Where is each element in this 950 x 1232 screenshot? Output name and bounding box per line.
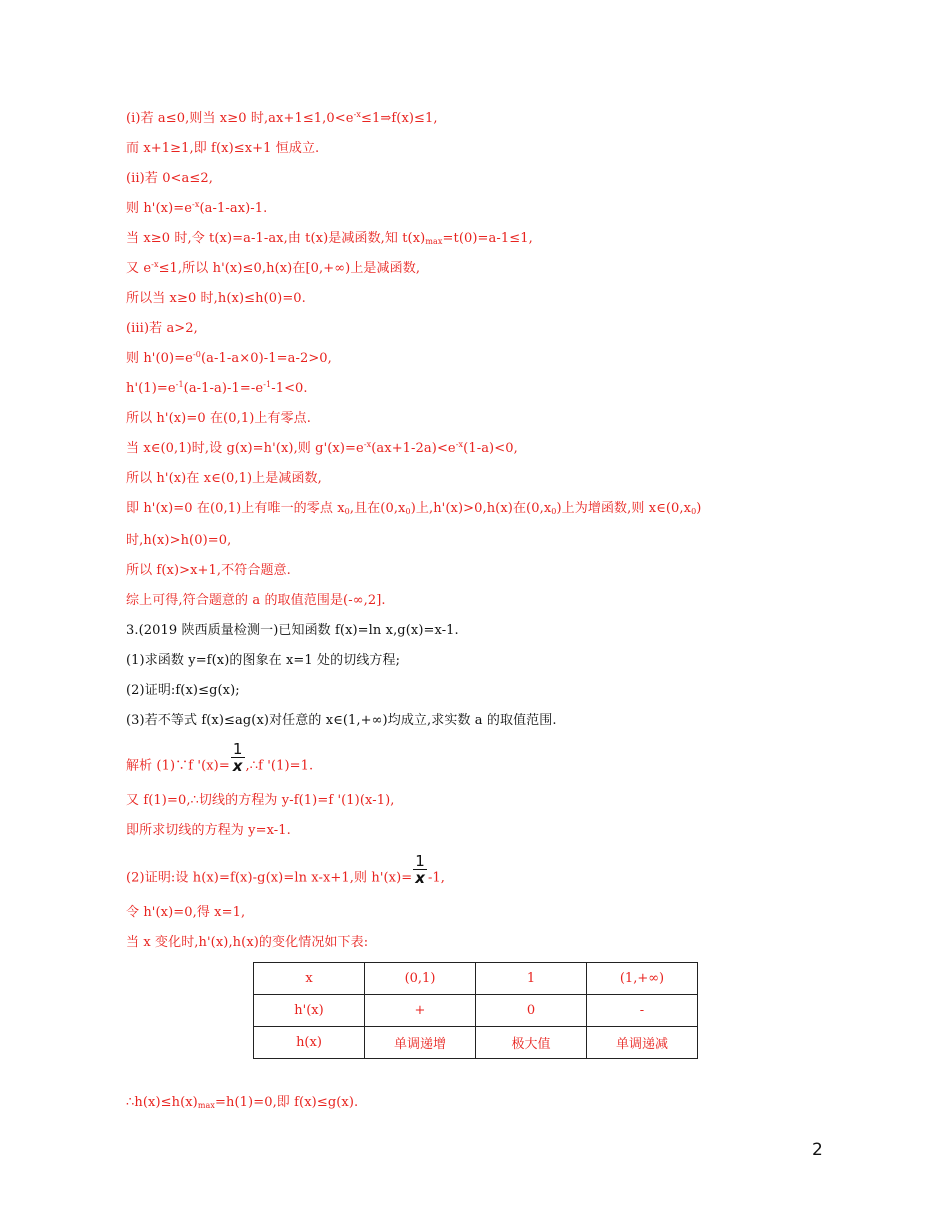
table-cell: x <box>254 963 365 995</box>
fraction-numerator: 1 <box>415 852 425 870</box>
text-line: 所以 f(x)>x+1,不符合题意. <box>126 563 291 578</box>
table-cell: (1,+∞) <box>587 963 698 995</box>
fraction-denominator: x <box>415 869 425 887</box>
text-line: 则 $h'(0)=e^{-0}(a-1-a\times 0)-1=a-2>0$, <box>126 350 332 366</box>
text-line: 所以当 x≥0 时,h(x)≤h(0)=0. <box>126 291 306 306</box>
solution-line: 解析 (1)∵f '(x)= $\frac{1}{x}$ ,∴f '(1)=1. <box>126 740 314 775</box>
text-line: 即所求切线的方程为 y=x-1. <box>126 823 291 838</box>
table-cell: 1 <box>476 963 587 995</box>
question-part: (1)求函数 y=f(x)的图象在 x=1 处的切线方程; <box>126 653 401 668</box>
text-line: 所以 h'(x)在 x∈(0,1)上是减函数, <box>126 471 322 486</box>
text-line: (iii)若 a>2, <box>126 321 198 336</box>
question-part: (3)若不等式 f(x)≤ag(x)对任意的 x∈(1,+∞)均成立,求实数 a 的取值范围. <box>126 713 557 728</box>
conclusion-line: $\therefore h(x)\le h(x)_{max}=h(1)=0$,即 f(x)≤g(x). <box>126 1095 359 1110</box>
table-cell: 单调递增 <box>365 1027 476 1059</box>
table-cell: - <box>587 995 698 1027</box>
fraction-denominator: x <box>232 757 243 775</box>
fraction-numerator: 1 <box>232 740 243 758</box>
text-line: 综上可得,符合题意的 a 的取值范围是(-∞,2]. <box>126 593 386 608</box>
text-line: 所以 h'(x)=0 在(0,1)上有零点. <box>126 411 311 426</box>
text-line: (ii)若 0<a≤2, <box>126 171 214 186</box>
text-line: 又 f(1)=0,∴切线的方程为 y-f(1)=f '(1)(x-1), <box>126 793 395 808</box>
question-title: 3.(2019 陕西质量检测一)已知函数 f(x)=ln x,g(x)=x-1. <box>126 623 459 638</box>
table-cell: h(x) <box>254 1027 365 1059</box>
text-line: 而 x+1≥1,即 f(x)≤x+1 恒成立. <box>126 141 320 156</box>
question-part: (2)证明:f(x)≤g(x); <box>126 683 240 698</box>
text-line: 时,h(x)>h(0)=0, <box>126 533 232 548</box>
table-row <box>254 995 698 1027</box>
page-number: 2 <box>812 1140 823 1160</box>
table-cell: 极大值 <box>476 1027 587 1059</box>
table-row <box>254 1027 698 1059</box>
text-line: (i)若 a≤0,则当 x≥0 时$,ax+1\le 1,0<e^{-x}\le 1\Rightarrow f(x)\le 1$, <box>126 110 438 126</box>
variation-table <box>253 962 698 1059</box>
text-line: 当 x∈(0,1)时,设 g(x)=h'(x),则 $g'(x)=e^{-x}(ax+1-2a)<e^{-x}(1-a)<0$, <box>126 440 518 456</box>
text-line: $h'(1)=e^{-1}(a-1-a)-1=-e^{-1}-1<0$. <box>126 380 308 396</box>
table-cell: h'(x) <box>254 995 365 1027</box>
text-line: (2)证明:设 h(x)=f(x)-g(x)=ln x-x+1,则 h'(x)= $\frac{1}{x}$ -1, <box>126 852 446 887</box>
table-row <box>254 963 698 995</box>
text-line: 当 x 变化时,h'(x),h(x)的变化情况如下表: <box>126 935 369 950</box>
text-line: 又 $e^{-x}\le 1$,所以 h'(x)≤0,h(x)在[0,+∞)上是减函数, <box>126 260 421 276</box>
table-cell: (0,1) <box>365 963 476 995</box>
text-line: 令 h'(x)=0,得 x=1, <box>126 905 246 920</box>
fraction <box>413 854 427 886</box>
text-line: 则 $h'(x)=e^{-x}(a-1-ax)-1$. <box>126 200 268 216</box>
table-cell: 0 <box>476 995 587 1027</box>
table-cell: + <box>365 995 476 1027</box>
text-line: 当 x≥0 时,令 t(x)=a-1-ax,由 t(x)是减函数,知 $t(x)_{max}=t(0)=a-1\le 1$, <box>126 231 533 246</box>
fraction <box>231 742 245 774</box>
text-line: 即 h'(x)=0 在(0,1)上有唯一的零点 $x_0$,且在$(0,x_0)$上,h'(x)>0,h(x)在$(0,x_0)$上为增函数,则 $x\in(0,x_0)$ <box>126 501 702 516</box>
table-cell: 单调递减 <box>587 1027 698 1059</box>
